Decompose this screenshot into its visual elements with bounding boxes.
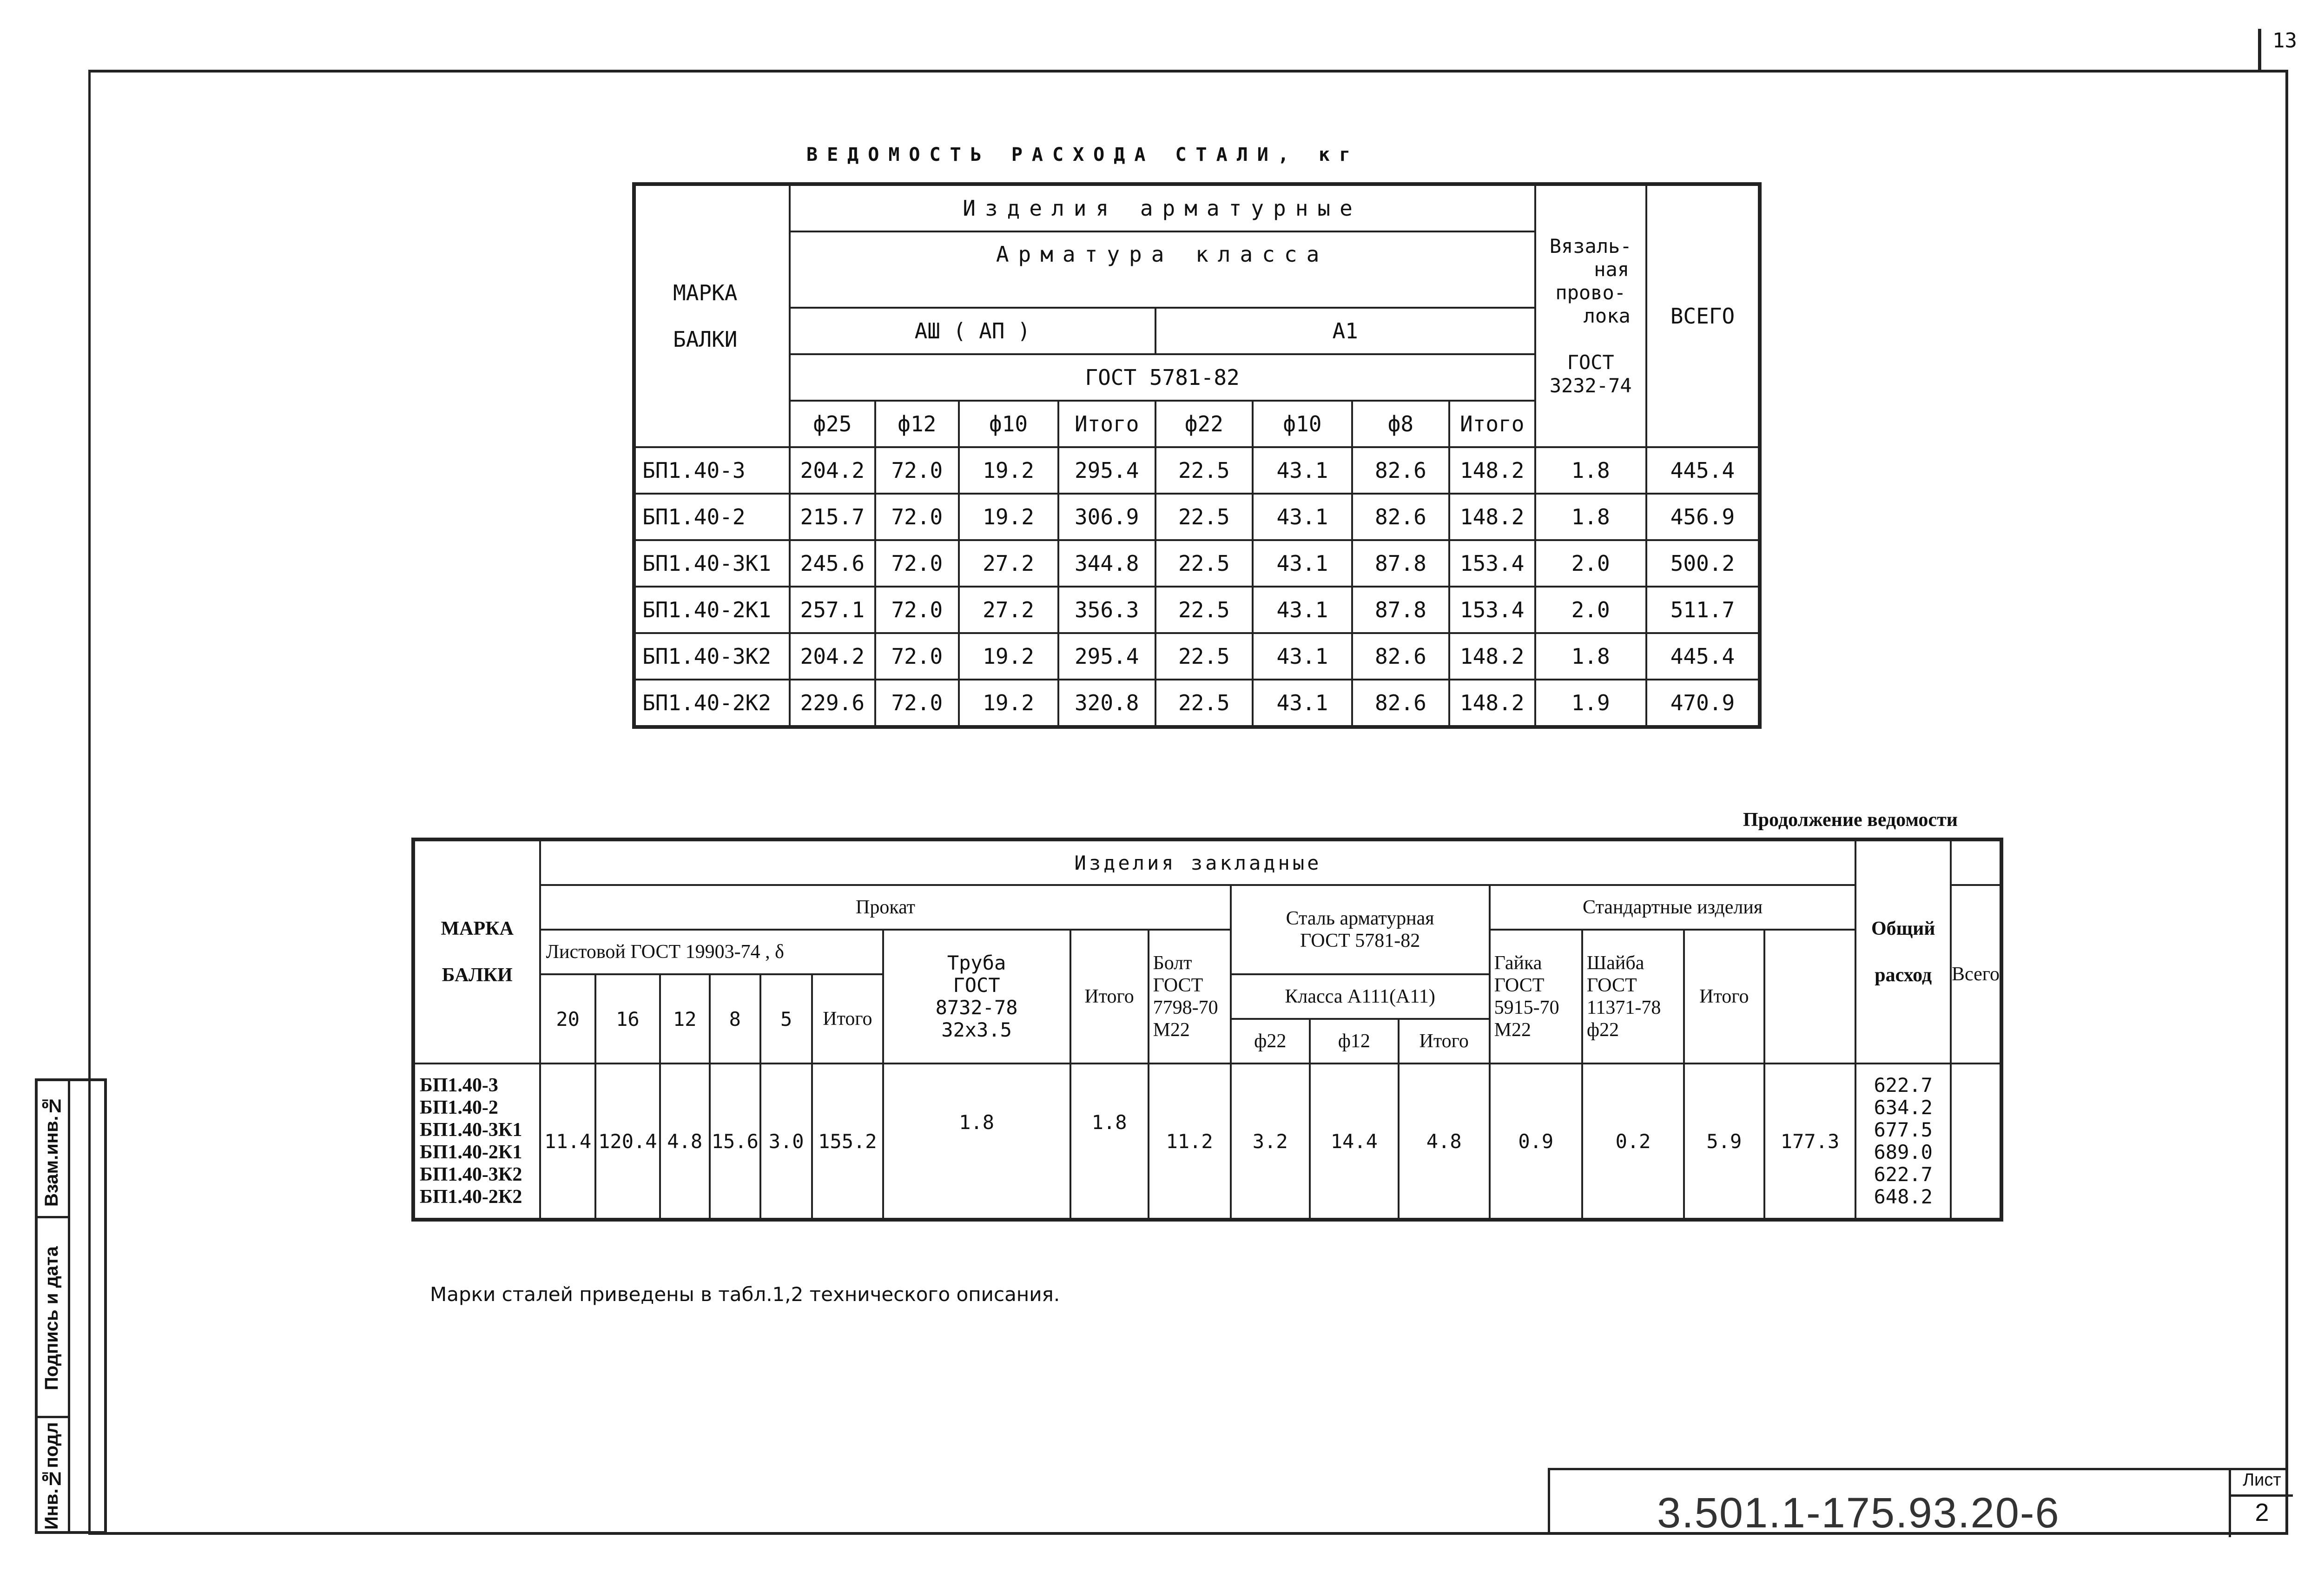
col-header: Итого <box>1449 401 1535 447</box>
document-code: 3.501.1-175.93.20-6 <box>1657 1489 2060 1537</box>
totals-cell: 622.7 634.2 677.5 689.0 622.7 648.2 <box>1855 1064 1951 1220</box>
table-row: БП1.40-3 204.2 72.0 19.2 295.4 22.5 43.1 82.6 148.2 1.8 445.4 <box>634 447 1760 494</box>
table-row: БП1.40-2К2 229.6 72.0 19.2 320.8 22.5 43.1 82.6 148.2 1.9 470.9 <box>634 680 1760 727</box>
continuation-label: Продолжение ведомости <box>1743 809 1958 831</box>
col-header: ф22 <box>1155 401 1253 447</box>
header-klass: Класса А111(А11) <box>1231 974 1490 1019</box>
col-header: ф25 <box>790 401 876 447</box>
header-aiii: АШ ( АП ) <box>790 308 1155 354</box>
sheet-label: Лист <box>2231 1470 2293 1497</box>
header-marka: МАРКА БАЛКИ <box>634 184 790 447</box>
header-prokat: Прокат <box>540 885 1230 930</box>
col-header: Итого <box>1058 401 1155 447</box>
header-itogo: Итого <box>1070 930 1149 1064</box>
side-stamp <box>35 1078 107 1534</box>
col-header: 16 <box>595 974 660 1064</box>
sheet-box <box>2229 1470 2293 1537</box>
col-header: Итого <box>1399 1019 1490 1064</box>
side-stamp-label: Подпись и дата <box>41 1246 62 1390</box>
header-izdelia: Изделия арматурные <box>790 184 1535 231</box>
col-header: ф12 <box>875 401 958 447</box>
side-stamp-label: Взам.инв.№ <box>41 1095 62 1207</box>
table1-title: ВЕДОМОСТЬ РАСХОДА СТАЛИ, кг <box>806 144 1360 165</box>
sheet-number: 2 <box>2255 1499 2269 1526</box>
col-header: ф10 <box>1253 401 1352 447</box>
col-header: ф12 <box>1310 1019 1399 1064</box>
col-header: 12 <box>660 974 710 1064</box>
table-row: БП1.40-3К1 245.6 72.0 27.2 344.8 22.5 43.1 87.8 153.4 2.0 500.2 <box>634 540 1760 587</box>
header-ai: А1 <box>1155 308 1535 354</box>
table-row: БП1.40-3К2 204.2 72.0 19.2 295.4 22.5 43.1 82.6 148.2 1.8 445.4 <box>634 633 1760 680</box>
header-std: Стандартные изделия <box>1490 885 1856 930</box>
header-marka: МАРКА БАЛКИ <box>413 839 540 1064</box>
header-stal: Сталь арматурная ГОСТ 5781-82 <box>1231 885 1490 974</box>
header-vsego: Всего <box>1951 885 2001 1064</box>
col-header: ф10 <box>959 401 1058 447</box>
col-header: 5 <box>760 974 812 1064</box>
side-stamp-label: Инв.№подл <box>41 1422 62 1530</box>
header-bolt: Болт ГОСТ 7798-70 М22 <box>1149 930 1231 1064</box>
table-row: БП1.40-2К1 257.1 72.0 27.2 356.3 22.5 43.1 87.8 153.4 2.0 511.7 <box>634 587 1760 633</box>
header-gaika: Гайка ГОСТ 5915-70 М22 <box>1490 930 1582 1064</box>
title-block <box>1548 1468 2288 1535</box>
header-gost: ГОСТ 5781-82 <box>790 354 1535 401</box>
embedded-items-table <box>411 838 2003 1222</box>
table-row: БП1.40-2 215.7 72.0 19.2 306.9 22.5 43.1 82.6 148.2 1.8 456.9 <box>634 494 1760 540</box>
header-total: ВСЕГО <box>1646 184 1760 447</box>
header-std-itogo: Итого <box>1684 930 1764 1064</box>
col-header: 20 <box>540 974 595 1064</box>
header-truba: Труба ГОСТ 8732-78 32x3.5 <box>883 930 1070 1064</box>
col-header: 8 <box>710 974 760 1064</box>
steel-consumption-table <box>632 182 1762 729</box>
header-list: Листовой ГОСТ 19903-74 , δ <box>540 930 883 974</box>
table-row: БП1.40-3 БП1.40-2 БП1.40-3К1 БП1.40-2К1 БП1.40-3К2 БП1.40-2К2 11.4 120.4 4.8 15.6 3.0 155.2 1.8 1.8 11.2 3.2 14.4 4.8 0.9 0.2 5.9 177.3 622.7 634.2 677.5 689.0 622.7 648.2 <box>413 1064 2001 1220</box>
header-shaiba: Шайба ГОСТ 11371-78 ф22 <box>1582 930 1684 1064</box>
col-header: Итого <box>812 974 883 1064</box>
col-header: ф8 <box>1352 401 1449 447</box>
page-number: 13 <box>2258 29 2300 71</box>
header-armatura: Арматура класса <box>790 231 1535 308</box>
col-header: ф22 <box>1231 1019 1310 1064</box>
footnote: Марки сталей приведены в табл.1,2 технического описания. <box>430 1283 1060 1306</box>
header-wire: Вязаль- ная прово- лока ГОСТ 3232-74 <box>1535 184 1646 447</box>
marks-cell: БП1.40-3 БП1.40-2 БП1.40-3К1 БП1.40-2К1 БП1.40-3К2 БП1.40-2К2 <box>413 1064 540 1220</box>
header-obsh: Общий расход <box>1855 839 1951 1064</box>
header-zaklad: Изделия закладные <box>540 839 1855 885</box>
